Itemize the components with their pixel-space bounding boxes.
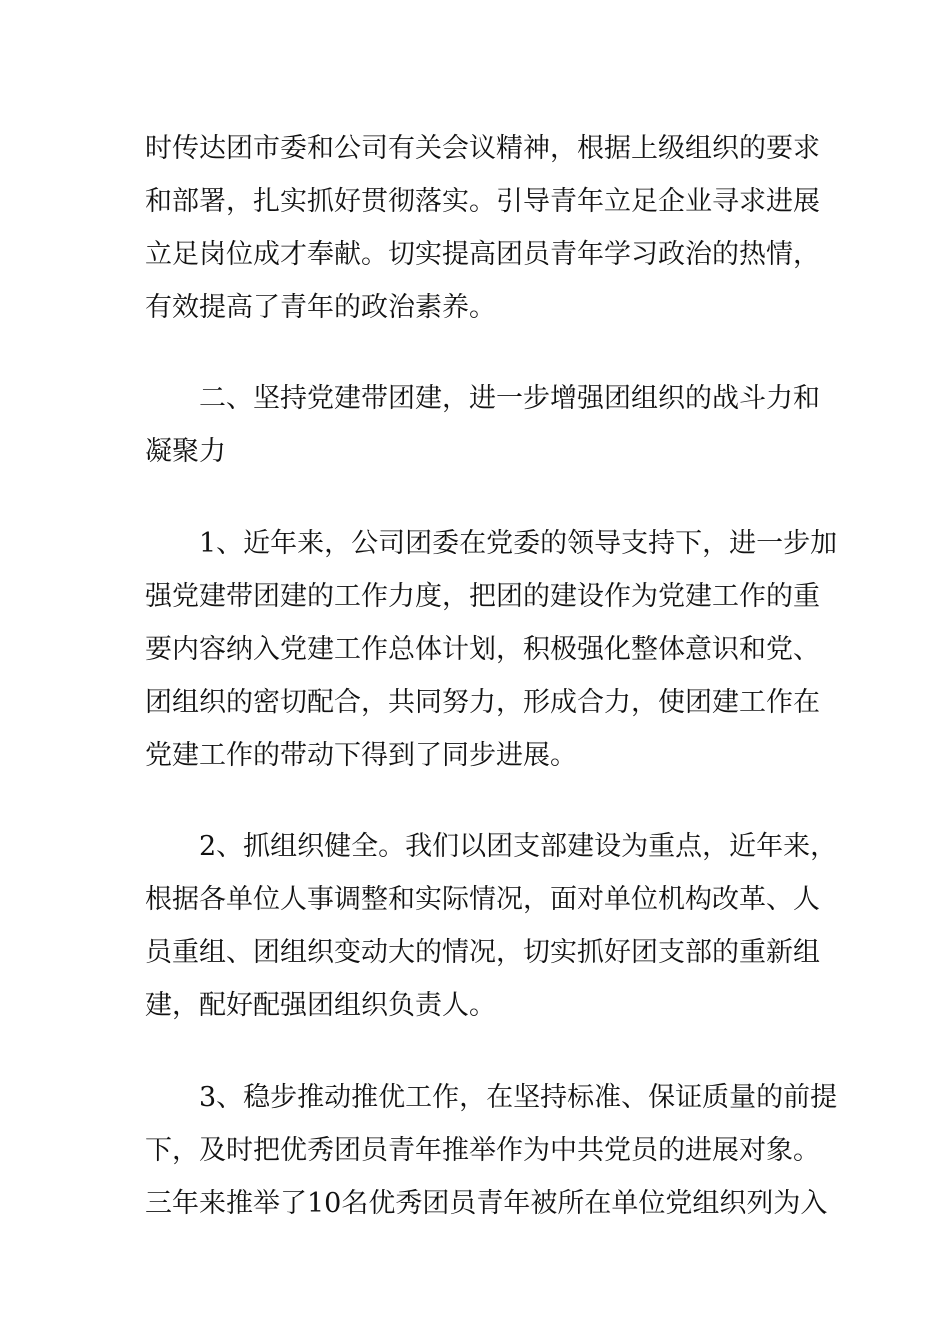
paragraph-line: 下，及时把优秀团员青年推举作为中共党员的进展对象。 — [145, 1135, 820, 1166]
paragraph-line: 有效提高了青年的政治素养。 — [145, 292, 496, 323]
paragraph-line: 3、稳步推动推优工作，在坚持标准、保证质量的前提 — [199, 1082, 838, 1113]
paragraph-line: 团组织的密切配合，共同努力，形成合力，使团建工作在 — [145, 687, 820, 718]
paragraph-line: 要内容纳入党建工作总体计划，积极强化整体意识和党、 — [145, 634, 820, 665]
paragraph-line: 和部署，扎实抓好贯彻落实。引导青年立足企业寻求进展 — [145, 186, 820, 217]
paragraph-line: 党建工作的带动下得到了同步进展。 — [145, 740, 577, 771]
paragraph-line: 三年来推举了10名优秀团员青年被所在单位党组织列为入 — [145, 1188, 828, 1219]
paragraph-line: 建，配好配强团组织负责人。 — [145, 990, 496, 1021]
paragraph-line: 立足岗位成才奉献。切实提高团员青年学习政治的热情， — [145, 239, 820, 270]
paragraph-line: 员重组、团组织变动大的情况，切实抓好团支部的重新组 — [145, 937, 820, 968]
paragraph-line: 时传达团市委和公司有关会议精神，根据上级组织的要求 — [145, 133, 820, 164]
paragraph-line: 1、近年来，公司团委在党委的领导支持下，进一步加 — [199, 528, 838, 559]
section-heading: 二、坚持党建带团建，进一步增强团组织的战斗力和 — [199, 383, 820, 414]
paragraph-line: 强党建带团建的工作力度，把团的建设作为党建工作的重 — [145, 581, 820, 612]
paragraph-line: 2、抓组织健全。我们以团支部建设为重点，近年来， — [199, 831, 838, 862]
section-heading: 凝聚力 — [145, 436, 226, 467]
paragraph-line: 根据各单位人事调整和实际情况，面对单位机构改革、人 — [145, 884, 820, 915]
